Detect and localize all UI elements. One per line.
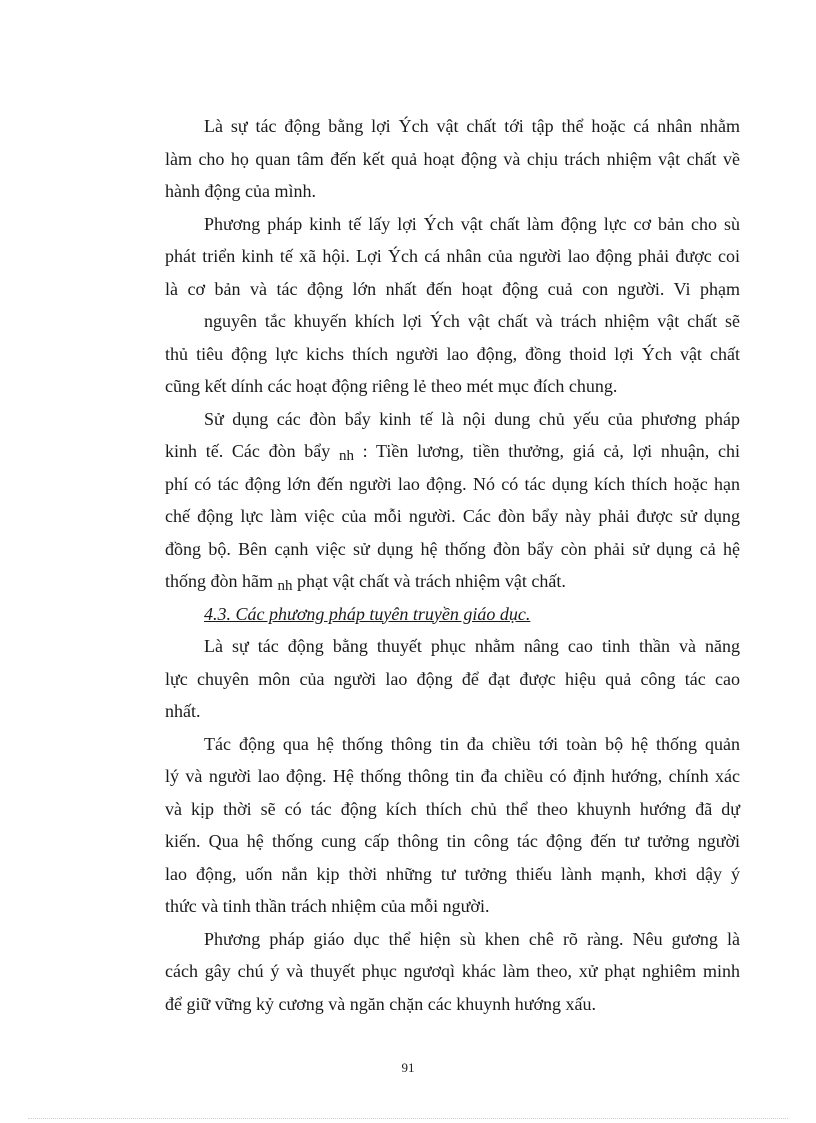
paragraph-1 (165, 110, 740, 208)
paragraph-6 (165, 728, 740, 923)
text-line: phí có tác động lớn đến người lao động. Nó có tác dụng kích thích hoặc hạn (165, 473, 740, 494)
paragraph-5 (165, 630, 740, 728)
text-line: Phương pháp kinh tế lấy lợi Ých vật chất làm động lực cơ bản cho sù (204, 213, 740, 234)
text-line: nguyên tắc khuyến khích lợi Ých vật chất và trách nhiệm vật chất sẽ (204, 311, 740, 331)
paragraph-2 (165, 208, 740, 306)
section-heading-text: 4.3. Các phương pháp tuyên truyền giáo dục. (204, 603, 531, 624)
text-line: phát triển kinh tế xã hội. Lợi Ých cá nhân của người lao động phải được coi (165, 246, 740, 266)
text-line: làm cho họ quan tâm đến kết quả hoạt động và chịu trách nhiệm vật chất về (165, 148, 740, 169)
text-line: nhất. (165, 701, 201, 721)
text-line: cũng kết dính các hoạt động riêng lẻ theo mét mục đích chung. (165, 376, 618, 396)
nh-token: nh (338, 448, 354, 464)
paragraph-4 (165, 403, 740, 598)
paragraph-3 (165, 305, 740, 403)
text-line: lực chuyên môn của người lao động để đạt được hiệu quả công tác cao (165, 668, 740, 689)
text-line: thức và tinh thần trách nhiệm của mỗi người. (165, 896, 490, 916)
text-line: Là sự tác động bằng thuyết phục nhằm nâng cao tinh thần và năng (204, 636, 740, 656)
text-line: lao động, uốn nắn kịp thời những tư tưởng thiếu lành mạnh, khơi dậy ý (165, 863, 740, 884)
text-line: Sử dụng các đòn bẩy kinh tế là nội dung chủ yếu của phương pháp (204, 408, 740, 429)
text-line: đồng bộ. Bên cạnh việc sử dụng hệ thống đòn bẩy còn phải sử dụng cả hệ (165, 538, 740, 559)
nh-token: nh (277, 578, 293, 594)
text-line: để giữ vững kỷ cương và ngăn chặn các khuynh hướng xấu. (165, 993, 596, 1014)
text-line: chế động lực làm việc của mỗi người. Các đòn bẩy này phải được sử dụng (165, 506, 740, 526)
page-bottom-divider (28, 1118, 788, 1119)
text-line-with-sub: kinh tế. Các đòn bẩy nh : Tiền lương, tiền thưởng, giá cả, lợi nhuận, chi (165, 441, 740, 464)
paragraph-7 (165, 923, 740, 1021)
text-line: thủ tiêu động lực kichs thích người lao động, đồng thoid lợi Ých vật chất (165, 343, 740, 364)
text-line: lý và người lao động. Hệ thống thông tin đa chiều có định hướng, chính xác (165, 766, 740, 786)
text-line: cách gây chú ý và thuyết phục ngươqì khác làm theo, xử phạt nghiêm minh (165, 961, 740, 981)
text-line: kiến. Qua hệ thống cung cấp thông tin công tác động đến tư tưởng người (165, 831, 740, 851)
text-line: hành động của mình. (165, 181, 316, 201)
text-line: và kịp thời sẽ có tác động kích thích chủ thể theo khuynh hướng đã dự (165, 798, 740, 819)
document-body (165, 110, 740, 1020)
text-line: Phương pháp giáo dục thể hiện sù khen chê rõ ràng. Nêu gương là (204, 928, 740, 949)
text-line: là cơ bản và tác động lớn nhất đến hoạt động cuả con người. Vi phạm (165, 278, 740, 299)
page-number: 91 (401, 1060, 415, 1075)
text-line-with-sub: thống đòn hãm nh phạt vật chất và trách nhiệm vật chất. (165, 571, 566, 594)
section-heading (165, 598, 740, 631)
text-line: Tác động qua hệ thống thông tin đa chiều tới toàn bộ hệ thống quản (204, 733, 740, 754)
text-line: Là sự tác động bằng lợi Ých vật chất tới tập thể hoặc cá nhân nhằm (204, 116, 740, 136)
